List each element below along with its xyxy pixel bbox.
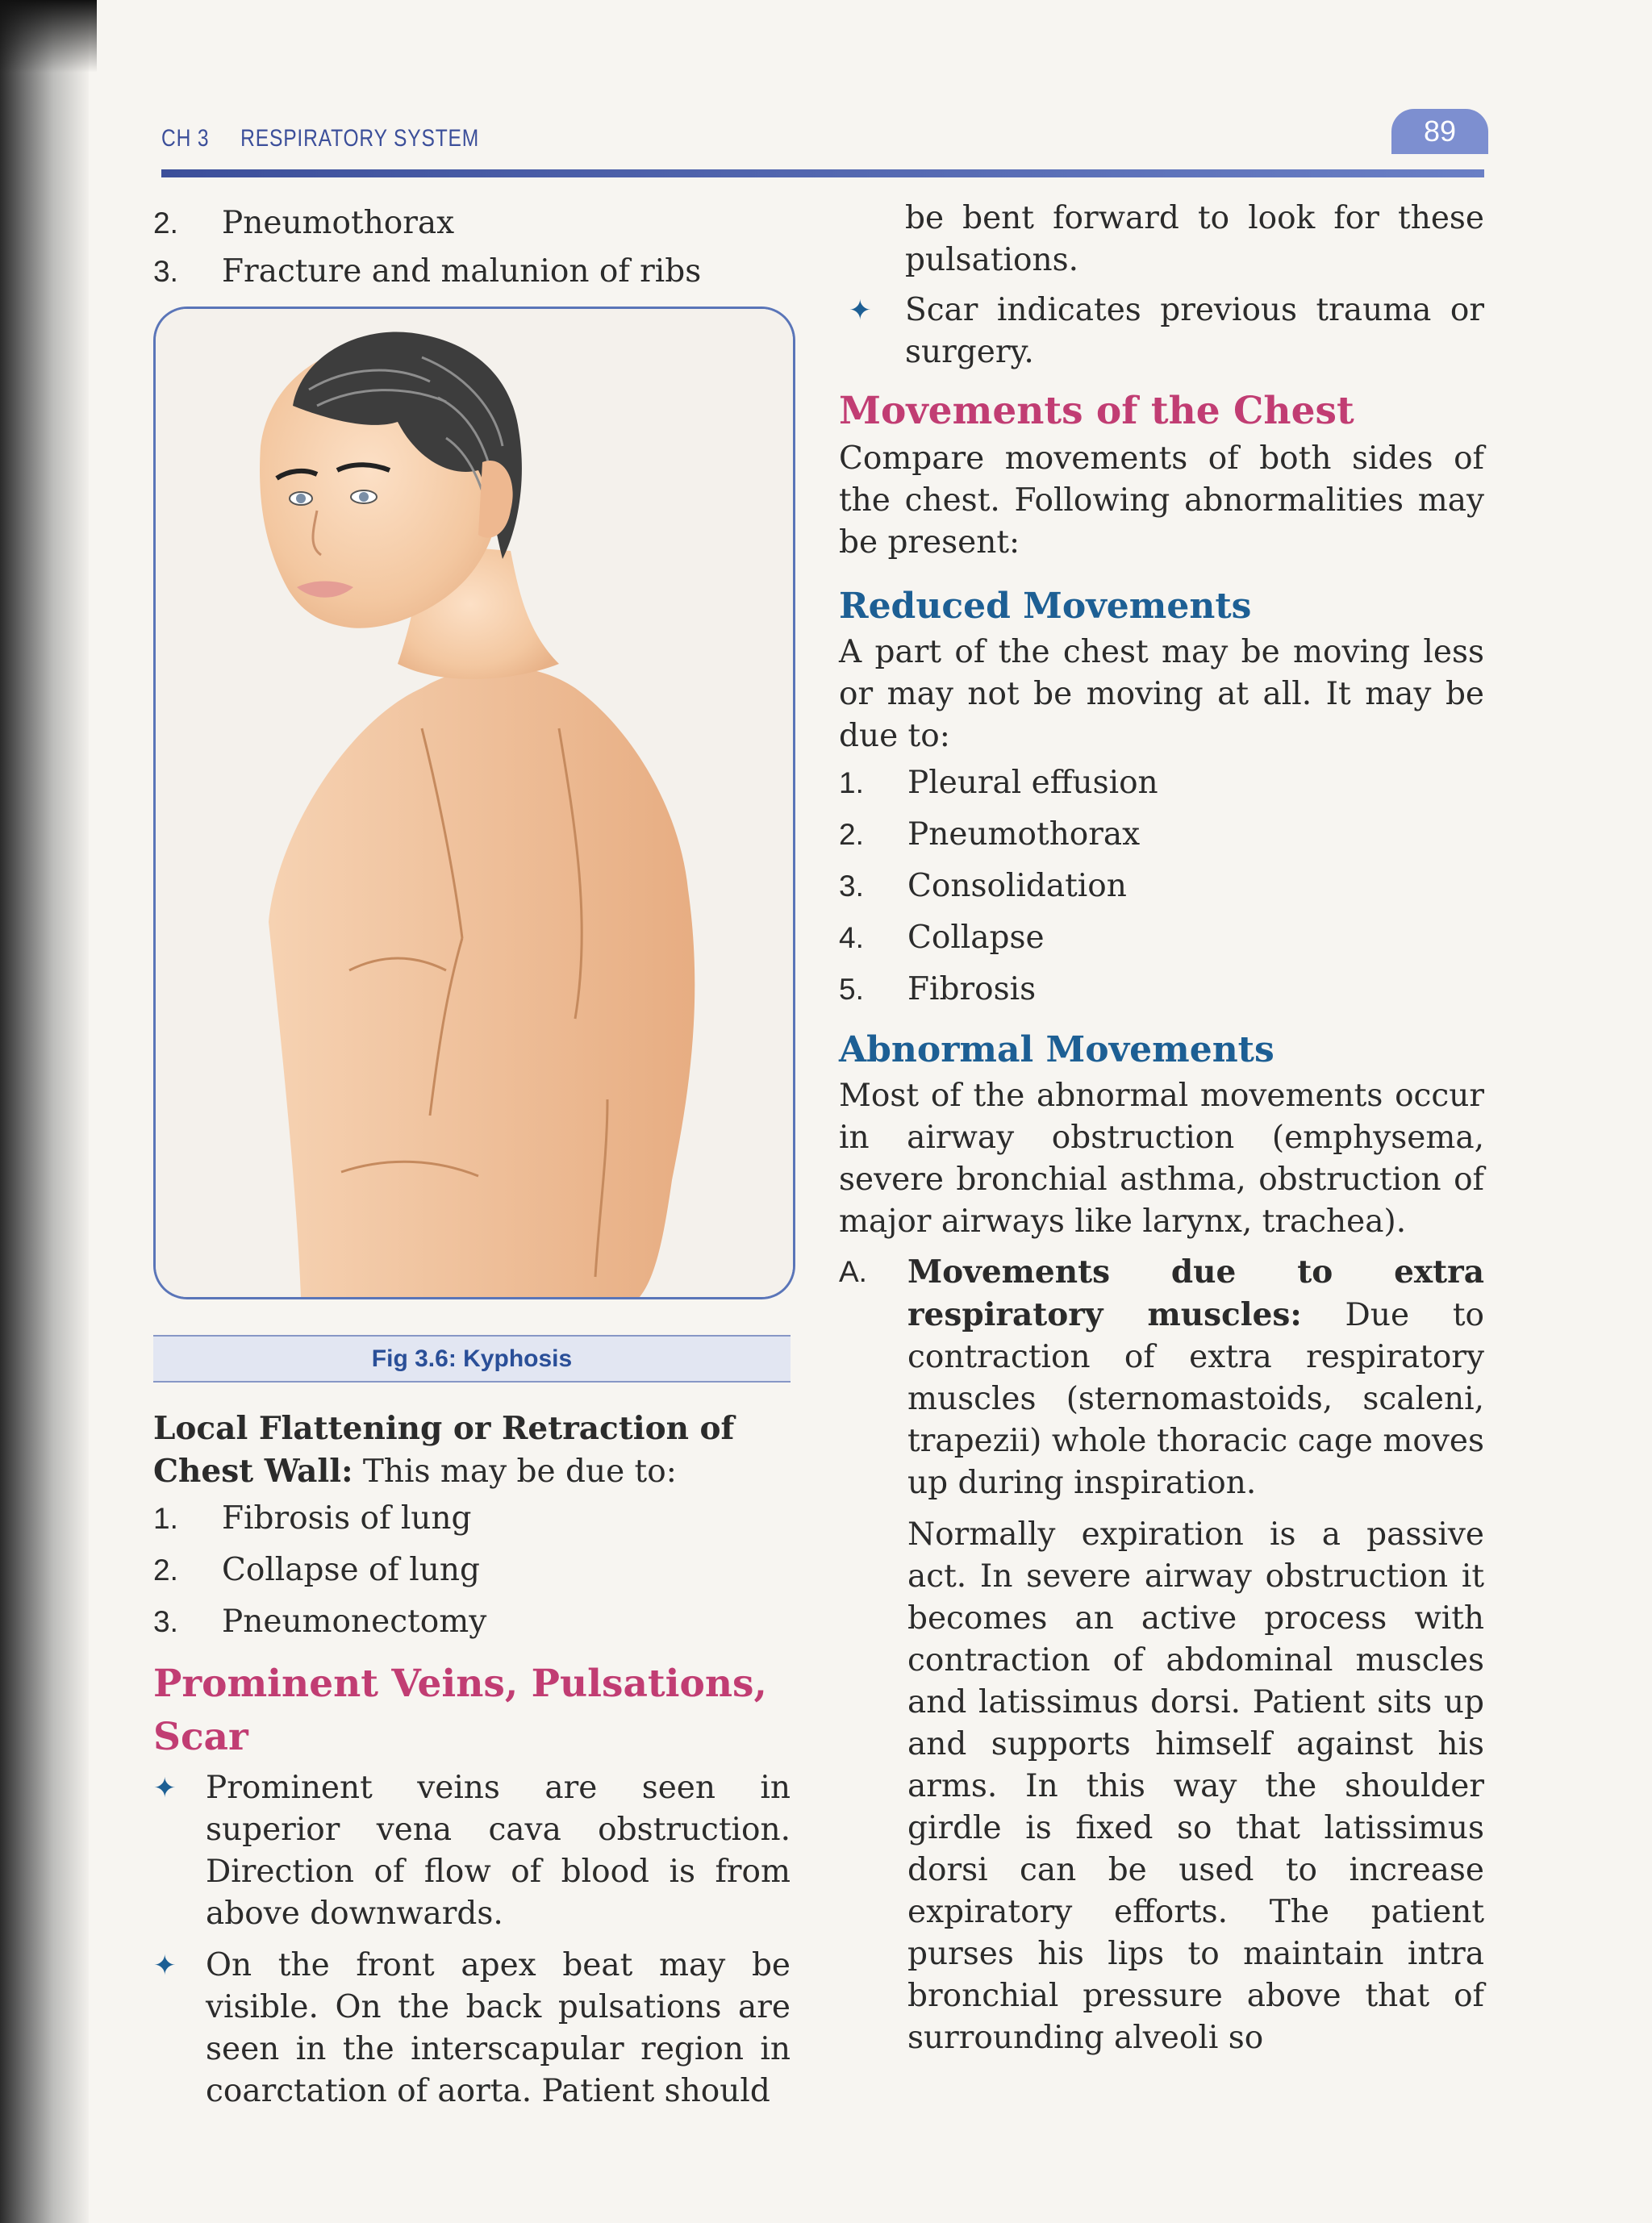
- abnormal-item-a: A. Movements due to extra respiratory muscles: Due to contraction of extra respiratory muscles (sternomastoids, scaleni, trapezii) whole thoracic cage moves up during inspiration.: [839, 1253, 1484, 1501]
- page-number: 89: [1391, 109, 1488, 154]
- list-item: 1. Fibrosis of lung: [153, 1500, 472, 1537]
- prominent-heading: Prominent Veins, Pulsations, Scar: [153, 1662, 767, 1759]
- bullet-icon: ✦: [153, 1950, 177, 1982]
- list-item: 3. Consolidation: [839, 868, 1127, 904]
- right-column: [839, 198, 1484, 2059]
- movements-heading: Movements of the Chest: [839, 389, 1354, 433]
- abnormal-text: Most of the abnormal movements occur in airway obstruction (emphysema, severe bronchial asthma, obstruction of major airways like larynx, trachea).: [839, 1078, 1484, 1240]
- reduced-text: A part of the chest may be moving less or may not be moving at all. It may be due to:: [839, 634, 1484, 754]
- list-item: ✦ Prominent veins are seen in superior vena cava obstruction. Direction of flow of blood is from above downwards.: [153, 1767, 791, 1935]
- abnormal-heading: Abnormal Movements: [839, 1029, 1274, 1070]
- section-label: RESPIRATORY SYSTEM: [240, 125, 480, 152]
- reduced-heading: Reduced Movements: [839, 586, 1252, 627]
- expiration-paragraph: Normally expiration is a passive act. In severe airway obstruction it becomes an active process with contraction of abdominal muscles and latissimus dorsi. Patient sits up and supports himself against his arms. In this way the shoulder girdle is fixed so that latissimus dorsi can be used to increase expiratory efforts. The patient purses his lips to maintain intra bronchial pressure above that of surrounding alveoli so: [907, 1516, 1484, 2056]
- list-item: ✦ On the front apex beat may be visible. On the back pulsations are seen in the interscapular region in coarctation of aorta. Patient should: [153, 1945, 791, 2112]
- list-item: 3. Pneumonectomy: [153, 1604, 487, 1640]
- list-item: 2. Pneumothorax: [839, 816, 1141, 853]
- header-rule: [161, 169, 1484, 177]
- bullet-icon: ✦: [153, 1772, 177, 1804]
- kyphosis-figure: [153, 307, 795, 1299]
- left-top-list: [153, 198, 791, 294]
- list-item: 2. Pneumothorax: [153, 205, 455, 241]
- list-item: 5. Fibrosis: [839, 971, 1037, 1007]
- left-lower-column: [153, 1408, 791, 2122]
- list-item: 4. Collapse: [839, 920, 1045, 956]
- continuation-text: be bent forward to look for these pulsations.: [905, 200, 1484, 278]
- book-gutter-shadow: [0, 0, 89, 2223]
- kyphosis-illustration: [156, 309, 793, 1297]
- list-item: 3. Fracture and malunion of ribs: [153, 253, 702, 290]
- running-head: [161, 125, 479, 152]
- list-item: 1. Pleural effusion: [839, 765, 1158, 801]
- book-corner-shadow: [0, 0, 97, 73]
- movements-text: Compare movements of both sides of the chest. Following abnormalities may be present:: [839, 440, 1484, 561]
- chapter-label: CH 3: [161, 125, 210, 152]
- list-item: 2. Collapse of lung: [153, 1552, 480, 1588]
- bullet-icon: ✦: [849, 294, 872, 327]
- local-flattening-heading: Local Flattening or Retraction of Chest Wall:: [153, 1410, 735, 1490]
- figure-caption: Fig 3.6: Kyphosis: [153, 1335, 791, 1383]
- local-flattening-paragraph: Local Flattening or Retraction of Chest Wall: This may be due to:: [153, 1410, 735, 1490]
- list-item: ✦ Scar indicates previous trauma or surgery.: [849, 290, 1484, 373]
